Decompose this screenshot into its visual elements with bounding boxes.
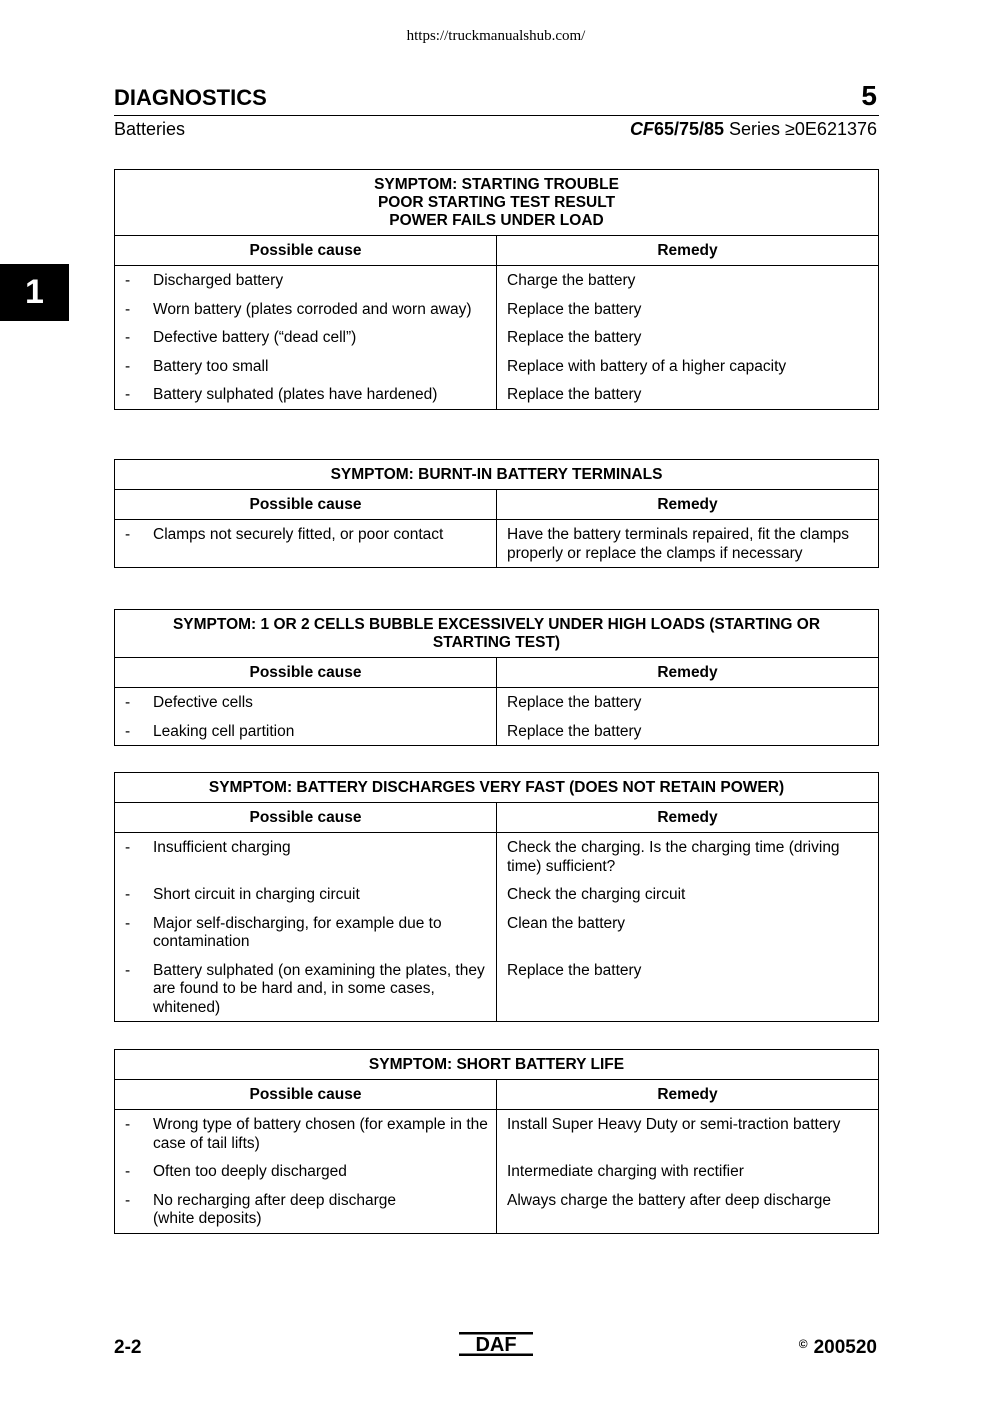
remedy-cell: [497, 1186, 879, 1234]
remedy-cell: [497, 380, 879, 409]
table-row: [115, 295, 879, 324]
remedy-text: Always charge the battery after deep discharge: [507, 1191, 831, 1209]
page-number: 2-2: [114, 1337, 142, 1358]
remedy-cell: [497, 717, 879, 746]
symptom-table: [114, 459, 879, 568]
bullet-dash: -: [125, 1163, 131, 1180]
remedy-cell: [497, 266, 879, 295]
bullet-dash: -: [125, 1116, 131, 1133]
bullet-dash: -: [125, 694, 131, 711]
symptom-table: [114, 772, 879, 1022]
cause-cell: [115, 323, 497, 352]
column-header-remedy: Remedy: [497, 236, 879, 266]
remedy-cell: [497, 880, 879, 909]
table-row: [115, 1186, 879, 1234]
cause-text: Battery too small: [153, 357, 269, 375]
cause-text: Often too deeply discharged: [153, 1163, 347, 1180]
cause-cell: [115, 295, 497, 324]
copyright-symbol: ©: [798, 1337, 808, 1351]
cause-text: Wrong type of battery chosen (for example in the case of tail lifts): [153, 1116, 488, 1152]
chapter-number: 5: [861, 80, 877, 111]
remedy-text: Have the battery terminals repaired, fit the clamps properly or replace the clamps if necessary: [507, 526, 850, 562]
cause-text: Leaking cell partition: [153, 722, 295, 740]
cause-cell: [115, 1157, 497, 1186]
cause-cell: [115, 352, 497, 381]
series-label: [630, 119, 877, 140]
remedy-text: Replace with battery of a higher capacity: [507, 357, 787, 375]
remedy-cell: [497, 323, 879, 352]
cause-text: Discharged battery: [153, 272, 284, 289]
cause-cell: [115, 717, 497, 746]
cause-cell: [115, 520, 497, 568]
cause-text: Battery sulphated (on examining the plates, they are found to be hard and, in some cases, whitened): [153, 961, 485, 1016]
remedy-text: Intermediate charging with rectifier: [507, 1163, 744, 1180]
series-rest: Series ≥0E621376: [724, 119, 877, 139]
daf-logo: [459, 1332, 533, 1356]
series-cf: CF: [629, 119, 654, 139]
column-header-remedy: Remedy: [497, 803, 879, 833]
cause-cell: [115, 909, 497, 956]
symptom-title: SYMPTOM: STARTING TROUBLE POOR STARTING TEST RESULT POWER FAILS UNDER LOAD: [115, 170, 879, 236]
section-title: DIAGNOSTICS: [114, 85, 267, 110]
remedy-text: Replace the battery: [507, 329, 642, 346]
remedy-text: Check the charging. Is the charging time (driving time) sufficient?: [507, 839, 840, 875]
remedy-text: Check the charging circuit: [507, 886, 686, 903]
remedy-text: Replace the battery: [507, 300, 642, 318]
bullet-dash: -: [125, 329, 131, 346]
cause-text: Major self-discharging, for example due to contamination: [153, 914, 442, 950]
cause-text: Worn battery (plates corroded and worn away): [153, 300, 472, 318]
symptom-title: SYMPTOM: SHORT BATTERY LIFE: [115, 1050, 879, 1080]
symptom-table: [114, 1049, 879, 1234]
cause-text: Short circuit in charging circuit: [153, 886, 360, 903]
bullet-dash: -: [125, 914, 131, 932]
remedy-cell: [497, 520, 879, 568]
chapter-side-tab: 1: [0, 264, 69, 321]
bullet-dash: -: [125, 300, 131, 318]
bullet-dash: -: [125, 722, 131, 740]
logo-text: DAF: [475, 1334, 517, 1356]
remedy-text: Clean the battery: [507, 914, 626, 932]
series-models: 65/75/85: [653, 119, 725, 139]
table-row: [115, 688, 879, 717]
document-code-value: 200520: [813, 1337, 877, 1358]
symptom-title: SYMPTOM: BATTERY DISCHARGES VERY FAST (DOES NOT RETAIN POWER): [115, 773, 879, 803]
symptom-title: SYMPTOM: BURNT-IN BATTERY TERMINALS: [115, 460, 879, 490]
cause-cell: [115, 380, 497, 409]
column-header-cause: Possible cause: [115, 658, 497, 688]
remedy-text: Charge the battery: [507, 272, 636, 289]
header-rule: [114, 115, 879, 116]
bullet-dash: -: [125, 961, 131, 979]
column-header-remedy: Remedy: [497, 658, 879, 688]
remedy-cell: [497, 1157, 879, 1186]
remedy-cell: [497, 909, 879, 956]
cause-text: Clamps not securely fitted, or poor contact: [153, 526, 444, 543]
symptom-table: [114, 169, 879, 410]
cause-cell: [115, 1110, 497, 1158]
remedy-cell: [497, 688, 879, 717]
remedy-text: Replace the battery: [507, 694, 642, 711]
table-row: [115, 520, 879, 568]
remedy-text: Install Super Heavy Duty or semi-traction battery: [507, 1116, 841, 1133]
remedy-cell: [497, 352, 879, 381]
table-row: [115, 352, 879, 381]
symptom-table: [114, 609, 879, 746]
table-row: [115, 1110, 879, 1158]
table-row: [115, 380, 879, 409]
source-url: https://truckmanualshub.com/: [406, 28, 586, 44]
column-header-cause: Possible cause: [115, 490, 497, 520]
table-row: [115, 266, 879, 295]
table-row: [115, 880, 879, 909]
document-code: [799, 1337, 877, 1359]
column-header-cause: Possible cause: [115, 236, 497, 266]
column-header-remedy: Remedy: [497, 1080, 879, 1110]
cause-text: Defective battery (“dead cell”): [153, 329, 357, 346]
cause-text: Insufficient charging: [153, 839, 291, 856]
remedy-cell: [497, 295, 879, 324]
cause-cell: [115, 1186, 497, 1234]
cause-cell: [115, 880, 497, 909]
bullet-dash: -: [125, 839, 131, 856]
table-row: [115, 909, 879, 956]
table-row: [115, 323, 879, 352]
remedy-text: Replace the battery: [507, 961, 642, 979]
remedy-cell: [497, 956, 879, 1022]
remedy-cell: [497, 1110, 879, 1158]
section-subtitle: Batteries: [114, 119, 186, 139]
bullet-dash: -: [125, 357, 131, 375]
bullet-dash: -: [125, 886, 131, 903]
column-header-cause: Possible cause: [115, 803, 497, 833]
table-row: [115, 1157, 879, 1186]
column-header-remedy: Remedy: [497, 490, 879, 520]
cause-cell: [115, 688, 497, 717]
cause-cell: [115, 833, 497, 881]
cause-text: Defective cells: [153, 694, 253, 711]
remedy-cell: [497, 833, 879, 881]
cause-cell: [115, 956, 497, 1022]
cause-text: Battery sulphated (plates have hardened): [153, 386, 438, 403]
table-row: [115, 717, 879, 746]
column-header-cause: Possible cause: [115, 1080, 497, 1110]
remedy-text: Replace the battery: [507, 386, 642, 403]
bullet-dash: -: [125, 386, 131, 403]
cause-text: No recharging after deep discharge (white deposits): [153, 1191, 396, 1227]
bullet-dash: -: [125, 272, 131, 289]
bullet-dash: -: [125, 526, 131, 543]
table-row: [115, 833, 879, 881]
cause-cell: [115, 266, 497, 295]
symptom-title: SYMPTOM: 1 OR 2 CELLS BUBBLE EXCESSIVELY UNDER HIGH LOADS (STARTING OR STARTING TEST): [115, 610, 879, 658]
table-row: [115, 956, 879, 1022]
remedy-text: Replace the battery: [507, 722, 642, 740]
bullet-dash: -: [125, 1191, 131, 1209]
